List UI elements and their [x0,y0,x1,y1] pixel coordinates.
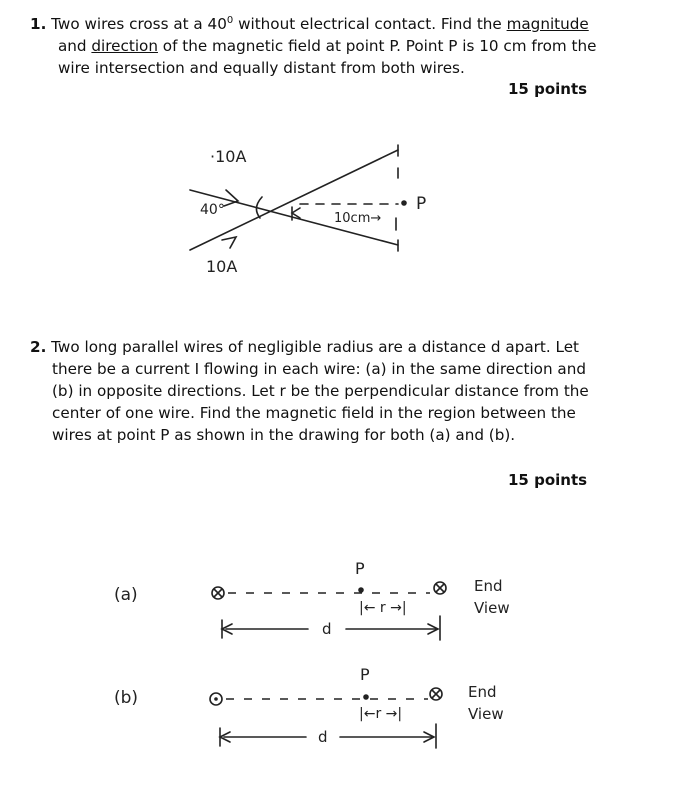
point-p-label: P [416,194,427,214]
problem-2-line-3: (b) in opposite directions. Let r be the perpendicular distance from the [52,382,589,400]
wire-a-right-into-page [434,582,446,594]
distance-label: 10cm→ [334,211,382,226]
part-b-point-label: P [360,665,370,684]
problem-1-line-2-prefix: and [58,37,92,56]
part-b-view-label: View [468,705,504,723]
problem-2-line-1-text: Two long parallel wires of negligible radius are a distance d apart. Let [51,338,580,356]
part-a-r-label: |← r →| [359,600,407,616]
part-a-label: (a) [114,585,138,605]
problem-2-points: 15 points [508,471,588,489]
part-b-label: (b) [114,688,139,708]
problem-1-line-1-mid: without electrical contact. Find the [233,15,507,34]
wire-b-right-into-page [430,688,442,700]
current-top-label: ·10A [210,147,247,166]
problem-1-line-2-suffix: of the magnetic field at point P. Point P is 10 cm from the [157,37,597,56]
part-a-end-label: End [474,577,503,595]
part-b-r-label: |←r →| [359,706,403,722]
magnitude-word: magnitude [506,15,589,34]
current-bottom-label: 10A [206,257,238,276]
part-a-d-label: d [322,620,332,638]
part-b-end-label: End [468,683,497,701]
problem-2-line-2: there be a current I flowing in each wire: (a) in the same direction and [52,360,586,378]
degree-mark: 0 [226,15,234,26]
part-b-point-p-dot [363,694,369,700]
problem-2-number: 2. [30,338,47,356]
part-b-d-label: d [318,728,328,746]
problem-1-line-1-prefix: Two wires cross at a 40 [51,15,227,34]
part-a-view-label: View [474,599,510,617]
wire-a-left-into-page [212,587,224,599]
part-a-point-p-dot [358,587,364,593]
problem-2-line-4: center of one wire. Find the magnetic field in the region between the [52,404,576,422]
angle-label: 40° [200,202,225,218]
problem-1-line-3: wire intersection and equally distant from both wires. [58,59,465,78]
problem-2-line-5: wires at point P as shown in the drawing for both (a) and (b). [52,426,516,444]
part-a-point-label: P [355,559,365,578]
problem-1-number: 1. [30,15,47,34]
direction-word: direction [91,37,158,56]
problem-1-points: 15 points [508,80,588,98]
